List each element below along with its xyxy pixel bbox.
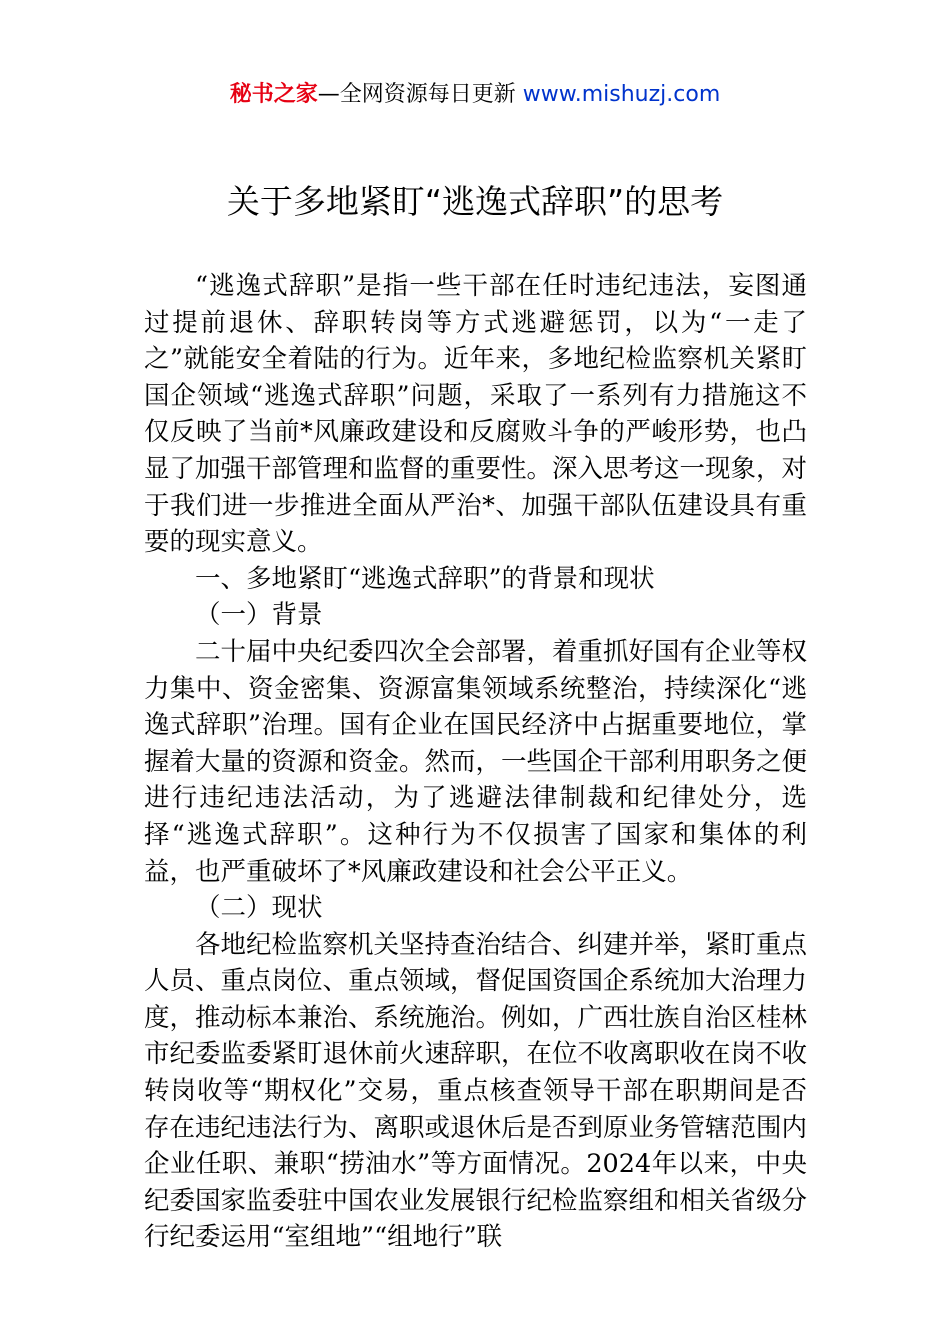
subsection-heading-status: （二）现状 bbox=[195, 893, 323, 924]
site-tagline: —全网资源每日更新 bbox=[317, 82, 523, 107]
background-paragraph: 二十届中央纪委四次全会部署，着重抓好国有企业等权力集中、资金密集、资源富集领域系统整治，持续深化“逃逸式辞职”治理。国有企业在国民经济中占据重要地位，掌握着大量的资源和资金。然而，一些国企干部利用职务之便进行违纪违法活动，为了逃避法律制裁和纪律处分，选择“逃逸式辞职”。这种行为不仅损害了国家和集体的利益，也严重破坏了*风廉政建设和社会公平正义。 bbox=[144, 636, 808, 887]
document-body bbox=[144, 268, 807, 1256]
site-header bbox=[0, 80, 950, 110]
intro-paragraph: “逃逸式辞职”是指一些干部在任时违纪违法，妄图通过提前退休、辞职转岗等方式逃避惩罚，以为“一走了之”就能安全着陆的行为。近年来，多地纪检监察机关紧盯国企领域“逃逸式辞职”问题，采取了一系列有力措施这不仅反映了当前*风廉政建设和反腐败斗争的严峻形势，也凸显了加强干部管理和监督的重要性。深入思考这一现象，对于我们进一步推进全面从严治*、加强干部队伍建设具有重要的现实意义。 bbox=[144, 271, 808, 558]
site-url[interactable]: www.mishuzj.com bbox=[522, 82, 721, 107]
site-brand: 秘书之家 bbox=[229, 82, 318, 107]
subsection-heading-background: （一）背景 bbox=[195, 600, 323, 631]
status-paragraph: 各地纪检监察机关坚持查治结合、纠建并举，紧盯重点人员、重点岗位、重点领域，督促国资国企系统加大治理力度，推动标本兼治、系统施治。例如，广西壮族自治区桂林市纪委监委紧盯退休前火速辞职，在位不收离职收在岗不收转岗收等“期权化”交易，重点核查领导干部在职期间是否存在违纪违法行为、离职或退休后是否到原业务管辖范围内企业任职、兼职“捞油水”等方面情况。2024年以来，中央纪委国家监委驻中国农业发展银行纪检监察组和相关省级分行纪委运用“室组地”“组地行”联 bbox=[144, 929, 808, 1253]
document-title: 关于多地紧盯“逃逸式辞职”的思考 bbox=[226, 182, 724, 221]
section-heading-1: 一、多地紧盯“逃逸式辞职”的背景和现状 bbox=[195, 563, 655, 594]
